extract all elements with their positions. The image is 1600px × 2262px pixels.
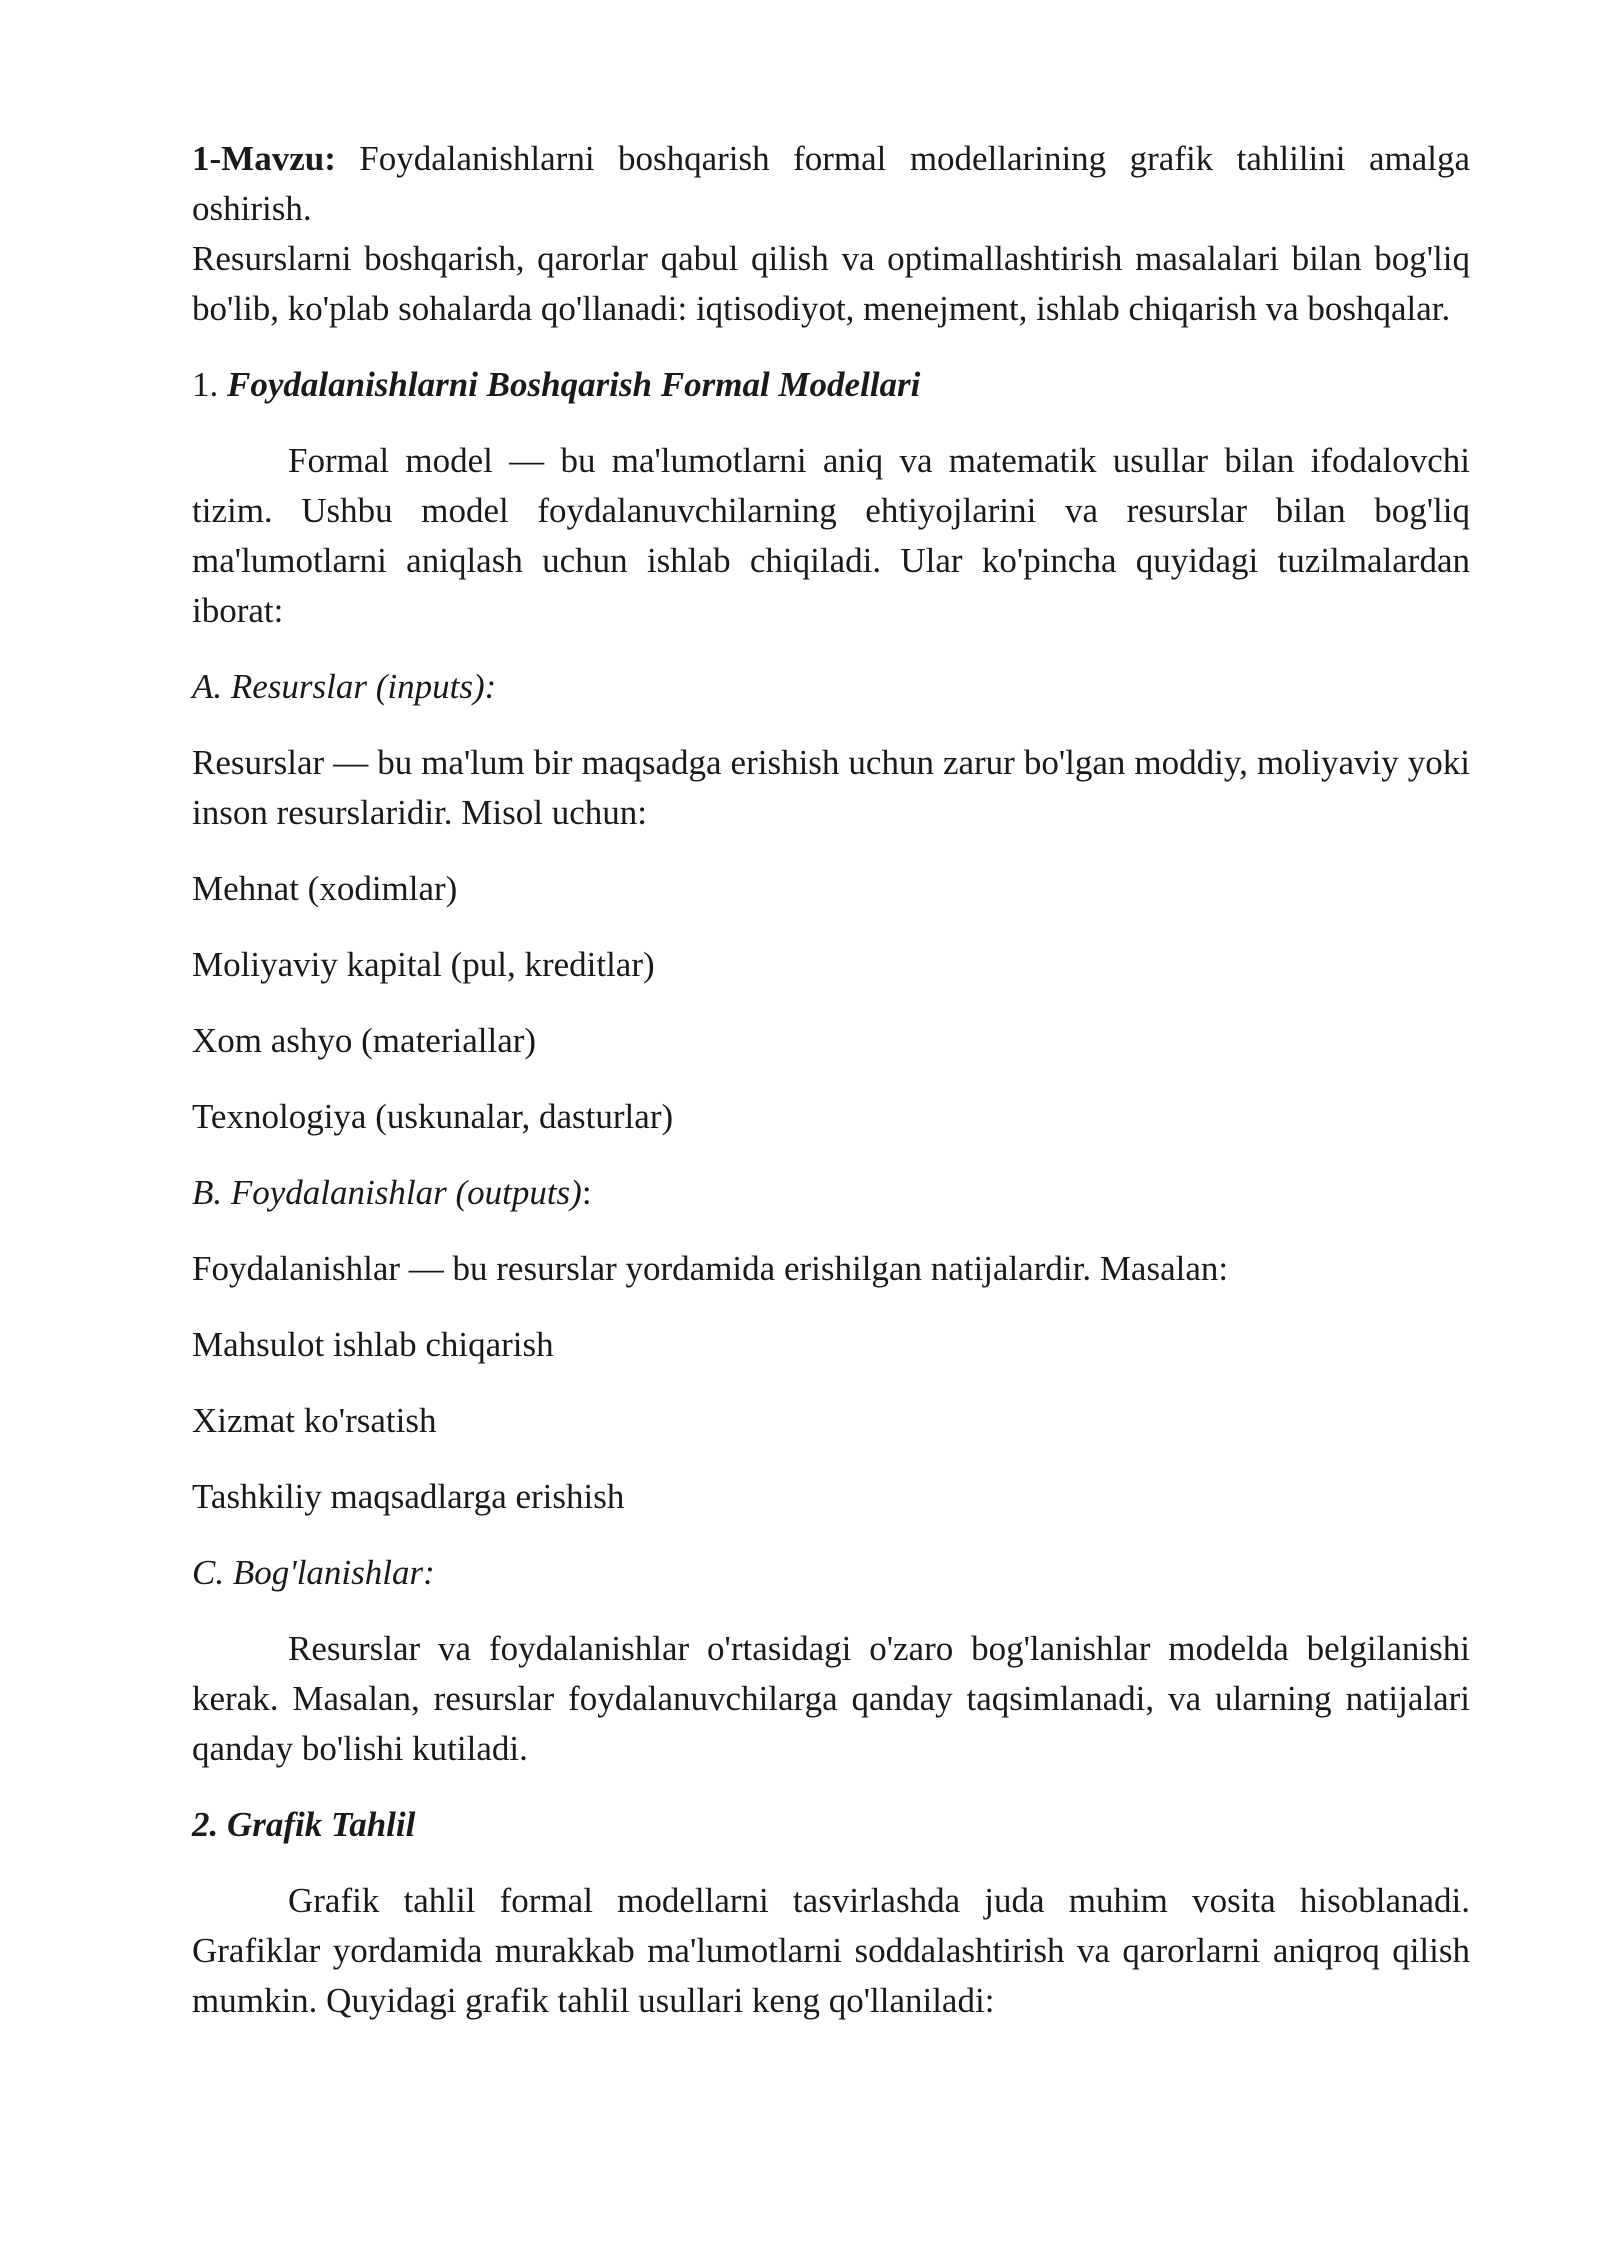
partC-text: Resurslar va foydalanishlar o'rtasidagi o'zaro bog'lanishlar modelda belgilanishi kerak. Masalan, resurslar foydalanuvchilarga qanday taqsimlanadi, va ularning natijalari qanday bo'lishi kutiladi. [192, 1629, 1470, 1768]
document-page [192, 134, 1470, 2026]
list-item: Xizmat ko'rsatish [192, 1401, 437, 1440]
partC-heading: C. Bog'lanishlar: [192, 1553, 435, 1592]
section1-title: Foydalanishlarni Boshqarish Formal Modellari [227, 365, 921, 404]
topic-title: Foydalanishlarni boshqarish formal modellarining grafik tahlilini amalga oshirish. [192, 139, 1470, 228]
list-item: Mahsulot ishlab chiqarish [192, 1325, 554, 1364]
section1-heading [192, 360, 1470, 410]
list-item: Mehnat (xodimlar) [192, 869, 458, 908]
list-item: Tashkiliy maqsadlarga erishish [192, 1477, 625, 1516]
section1-paragraph: Formal model — bu ma'lumotlarni aniq va matematik usullar bilan ifodalovchi tizim. Ushbu model foydalanuvchilarning ehtiyojlarini va resurslar bilan bog'liq ma'lumotlarni aniqlash uchun ishlab chiqiladi. Ular ko'pincha quyidagi tuzilmalardan iborat: [192, 441, 1470, 630]
section2-heading: 2. Grafik Tahlil [192, 1805, 416, 1844]
section2-paragraph: Grafik tahlil formal modellarni tasvirlashda juda muhim vosita hisoblanadi. Grafiklar yordamida murakkab ma'lumotlarni soddalashtirish va qarorlarni aniqroq qilish mumkin. Quyidagi grafik tahlil usullari keng qo'llaniladi: [192, 1881, 1470, 2020]
list-item: Texnologiya (uskunalar, dasturlar) [192, 1097, 674, 1136]
partB-heading-text: B. Foydalanishlar (outputs) [192, 1173, 582, 1212]
partB-text: Foydalanishlar — bu resurslar yordamida erishilgan natijalardir. Masalan: [192, 1249, 1229, 1288]
list-item: Xom ashyo (materiallar) [192, 1021, 537, 1060]
list-item: Moliyaviy kapital (pul, kreditlar) [192, 945, 655, 984]
partA-text: Resurslar — bu ma'lum bir maqsadga erishish uchun zarur bo'lgan moddiy, moliyaviy yoki inson resurslaridir. Misol uchun: [192, 743, 1470, 832]
intro-paragraph: Resurslarni boshqarish, qarorlar qabul qilish va optimallashtirish masalalari bilan bog'liq bo'lib, ko'plab sohalarda qo'llanadi: iqtisodiyot, menejment, ishlab chiqarish va boshqalar. [192, 239, 1470, 328]
topic-label: 1-Mavzu: [192, 139, 336, 178]
partA-heading: A. Resurslar (inputs): [192, 667, 497, 706]
topic-paragraph [192, 134, 1470, 234]
section1-number: 1. [192, 365, 227, 404]
partB-heading-colon: : [581, 1173, 592, 1212]
partB-heading [192, 1168, 1470, 1218]
